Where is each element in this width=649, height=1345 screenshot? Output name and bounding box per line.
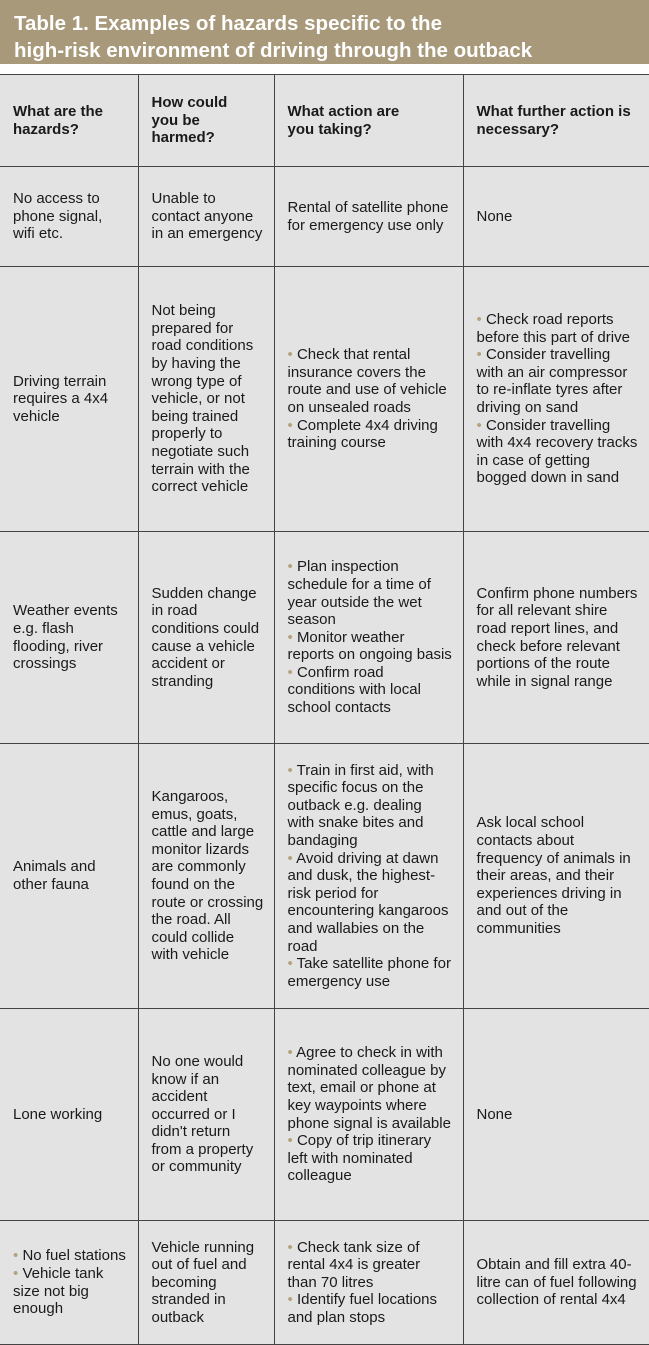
- cell-text: [152, 585, 264, 691]
- item-text: Complete 4x4 driving training course: [287, 416, 438, 452]
- cell-text: [477, 208, 640, 226]
- further-cell: [463, 1009, 649, 1221]
- bullet-icon: •: [476, 416, 482, 434]
- hazard-cell: [0, 532, 138, 744]
- item-text: Monitor weather reports on ongoing basis: [287, 628, 452, 664]
- item-text: Identify fuel locations and plan stops: [287, 1291, 438, 1326]
- bullet-icon: •: [13, 1247, 19, 1265]
- bullet-item: [13, 1247, 128, 1265]
- item-text: Driving terrain requires a 4x4 vehicle: [13, 372, 109, 425]
- item-text: Vehicle tank size not big enough: [13, 1264, 104, 1318]
- bullet-item: [288, 346, 453, 416]
- cell-text: [152, 788, 264, 964]
- bullet-icon: •: [287, 761, 293, 779]
- bullet-icon: •: [287, 663, 293, 681]
- table-row: [0, 1221, 649, 1345]
- header-action: [274, 75, 463, 167]
- harm-cell: [138, 267, 274, 532]
- item-text: Unable to contact anyone in an emergency: [151, 190, 263, 243]
- table-row: [0, 167, 649, 267]
- header-hazards: [0, 75, 138, 167]
- table-row: [0, 744, 649, 1009]
- item-text: Not being prepared for road conditions by having the wrong type of vehicle, or not being trained properly to negotiate such terrain with the correct vehicle: [151, 302, 254, 496]
- hazard-cell: [0, 1221, 138, 1345]
- bullet-icon: •: [287, 1132, 293, 1150]
- item-text: No one would know if an accident occurred or I didn't return from a property or community: [151, 1052, 254, 1176]
- item-text: Weather events e.g. flash flooding, river crossings: [13, 602, 118, 673]
- item-text: Copy of trip itinerary left with nominated colleague: [287, 1132, 432, 1185]
- item-text: Ask local school contacts about frequency of animals in their areas, and their experiences driving in and out of the communities: [476, 814, 631, 937]
- bullet-item: [13, 1265, 128, 1318]
- harm-cell: [138, 532, 274, 744]
- bullet-icon: •: [476, 346, 482, 364]
- item-text: Obtain and fill extra 40-litre can of fuel following collection of rental 4x4: [476, 1256, 637, 1309]
- action-cell: [274, 1009, 463, 1221]
- bullet-item: [288, 417, 453, 452]
- cell-text: [152, 1239, 264, 1327]
- cell-text: [13, 1106, 128, 1124]
- hazards-table: [0, 74, 649, 1345]
- bullet-item: [288, 1239, 453, 1292]
- action-cell: [274, 744, 463, 1009]
- table-title-bar: [0, 0, 649, 74]
- item-text: Kangaroos, emus, goats, cattle and large monitor lizards are commonly found on the route or crossing the road. All could collide with vehicle: [151, 788, 264, 964]
- table-title-line-1: Table 1. Examples of hazards specific to the: [14, 12, 442, 35]
- bullet-item: [288, 558, 453, 628]
- action-cell: [274, 532, 463, 744]
- item-text: Avoid driving at dawn and dusk, the highest-risk period for encountering kangaroos and wallabies on the road: [287, 849, 449, 955]
- cell-text: [288, 199, 453, 234]
- further-cell: [463, 532, 649, 744]
- bullet-icon: •: [287, 1238, 293, 1256]
- cell-text: [13, 373, 128, 426]
- header-further-label: What further action is necessary?: [476, 102, 631, 138]
- hazard-cell: [0, 1009, 138, 1221]
- cell-text: [13, 190, 128, 243]
- item-text: Check tank size of rental 4x4 is greater than 70 litres: [287, 1238, 421, 1291]
- item-text: Sudden change in road conditions could cause a vehicle accident or stranding: [151, 584, 260, 690]
- table-title-line-2: high-risk environment of driving through the outback: [14, 39, 533, 62]
- item-text: Consider travelling with 4x4 recovery tracks in case of getting bogged down in sand: [476, 416, 638, 487]
- item-text: No access to phone signal, wifi etc.: [13, 190, 103, 243]
- cell-text: [477, 585, 640, 691]
- further-cell: [463, 167, 649, 267]
- item-text: Plan inspection schedule for a time of year outside the wet season: [287, 558, 431, 629]
- item-text: Confirm phone numbers for all relevant shire road report lines, and check before relevant portions of the route while in signal range: [476, 584, 638, 690]
- hazard-cell: [0, 167, 138, 267]
- cell-text: [152, 1053, 264, 1176]
- header-row: [0, 75, 649, 167]
- hazard-cell: [0, 267, 138, 532]
- table-row: [0, 1009, 649, 1221]
- bullet-item: [288, 762, 453, 850]
- bullet-item: [288, 1291, 453, 1326]
- item-text: Check that rental insurance covers the route and use of vehicle on unsealed roads: [287, 346, 447, 416]
- action-cell: [274, 267, 463, 532]
- header-harm-label: How could you be harmed?: [151, 94, 228, 147]
- bullet-item: [288, 955, 453, 990]
- bullet-item: [288, 664, 453, 717]
- item-text: No fuel stations: [22, 1247, 126, 1265]
- bullet-item: [288, 629, 453, 664]
- item-text: Agree to check in with nominated colleague by text, email or phone at key waypoints where phone signal is available: [287, 1044, 451, 1132]
- item-text: Consider travelling with an air compressor to re-inflate tyres after driving on sand: [476, 346, 628, 416]
- item-text: Vehicle running out of fuel and becoming stranded in outback: [151, 1238, 255, 1326]
- bullet-icon: •: [287, 416, 293, 434]
- harm-cell: [138, 1221, 274, 1345]
- bullet-icon: •: [287, 628, 293, 646]
- cell-text: [477, 814, 640, 937]
- cell-text: [477, 1256, 640, 1309]
- bullet-icon: •: [287, 558, 293, 576]
- bullet-icon: •: [287, 346, 293, 364]
- bullet-item: [288, 1044, 453, 1132]
- bullet-item: [288, 1132, 453, 1185]
- header-hazards-label: What are the hazards?: [13, 102, 104, 138]
- bullet-icon: •: [476, 311, 482, 329]
- hazard-cell: [0, 744, 138, 1009]
- bullet-item: [477, 417, 640, 487]
- header-harm: [138, 75, 274, 167]
- table-row: [0, 532, 649, 744]
- cell-text: [13, 858, 128, 893]
- further-cell: [463, 1221, 649, 1345]
- item-text: None: [476, 207, 513, 225]
- bullet-icon: •: [287, 1291, 293, 1309]
- harm-cell: [138, 167, 274, 267]
- header-action-label: What action are you taking?: [287, 102, 400, 138]
- action-cell: [274, 1221, 463, 1345]
- item-text: Check road reports before this part of drive: [476, 311, 630, 346]
- item-text: None: [476, 1105, 513, 1123]
- header-further: [463, 75, 649, 167]
- item-text: Animals and other fauna: [13, 858, 96, 893]
- item-text: Lone working: [13, 1105, 103, 1123]
- bullet-icon: •: [287, 1044, 293, 1062]
- harm-cell: [138, 1009, 274, 1221]
- cell-text: [477, 1106, 640, 1124]
- action-cell: [274, 167, 463, 267]
- bullet-item: [477, 346, 640, 416]
- table-row: [0, 267, 649, 532]
- harm-cell: [138, 744, 274, 1009]
- bullet-item: [477, 311, 640, 346]
- item-text: Rental of satellite phone for emergency use only: [287, 198, 449, 234]
- cell-text: [152, 190, 264, 243]
- cell-text: [13, 602, 128, 672]
- further-cell: [463, 267, 649, 532]
- item-text: Take satellite phone for emergency use: [287, 955, 451, 990]
- bullet-icon: •: [287, 955, 293, 973]
- item-text: Confirm road conditions with local school contacts: [287, 663, 421, 717]
- bullet-icon: •: [287, 849, 293, 867]
- item-text: Train in first aid, with specific focus on the outback e.g. dealing with snake bites and bandaging: [287, 761, 434, 850]
- bullet-icon: •: [13, 1264, 19, 1282]
- bullet-item: [288, 850, 453, 956]
- cell-text: [152, 302, 264, 496]
- further-cell: [463, 744, 649, 1009]
